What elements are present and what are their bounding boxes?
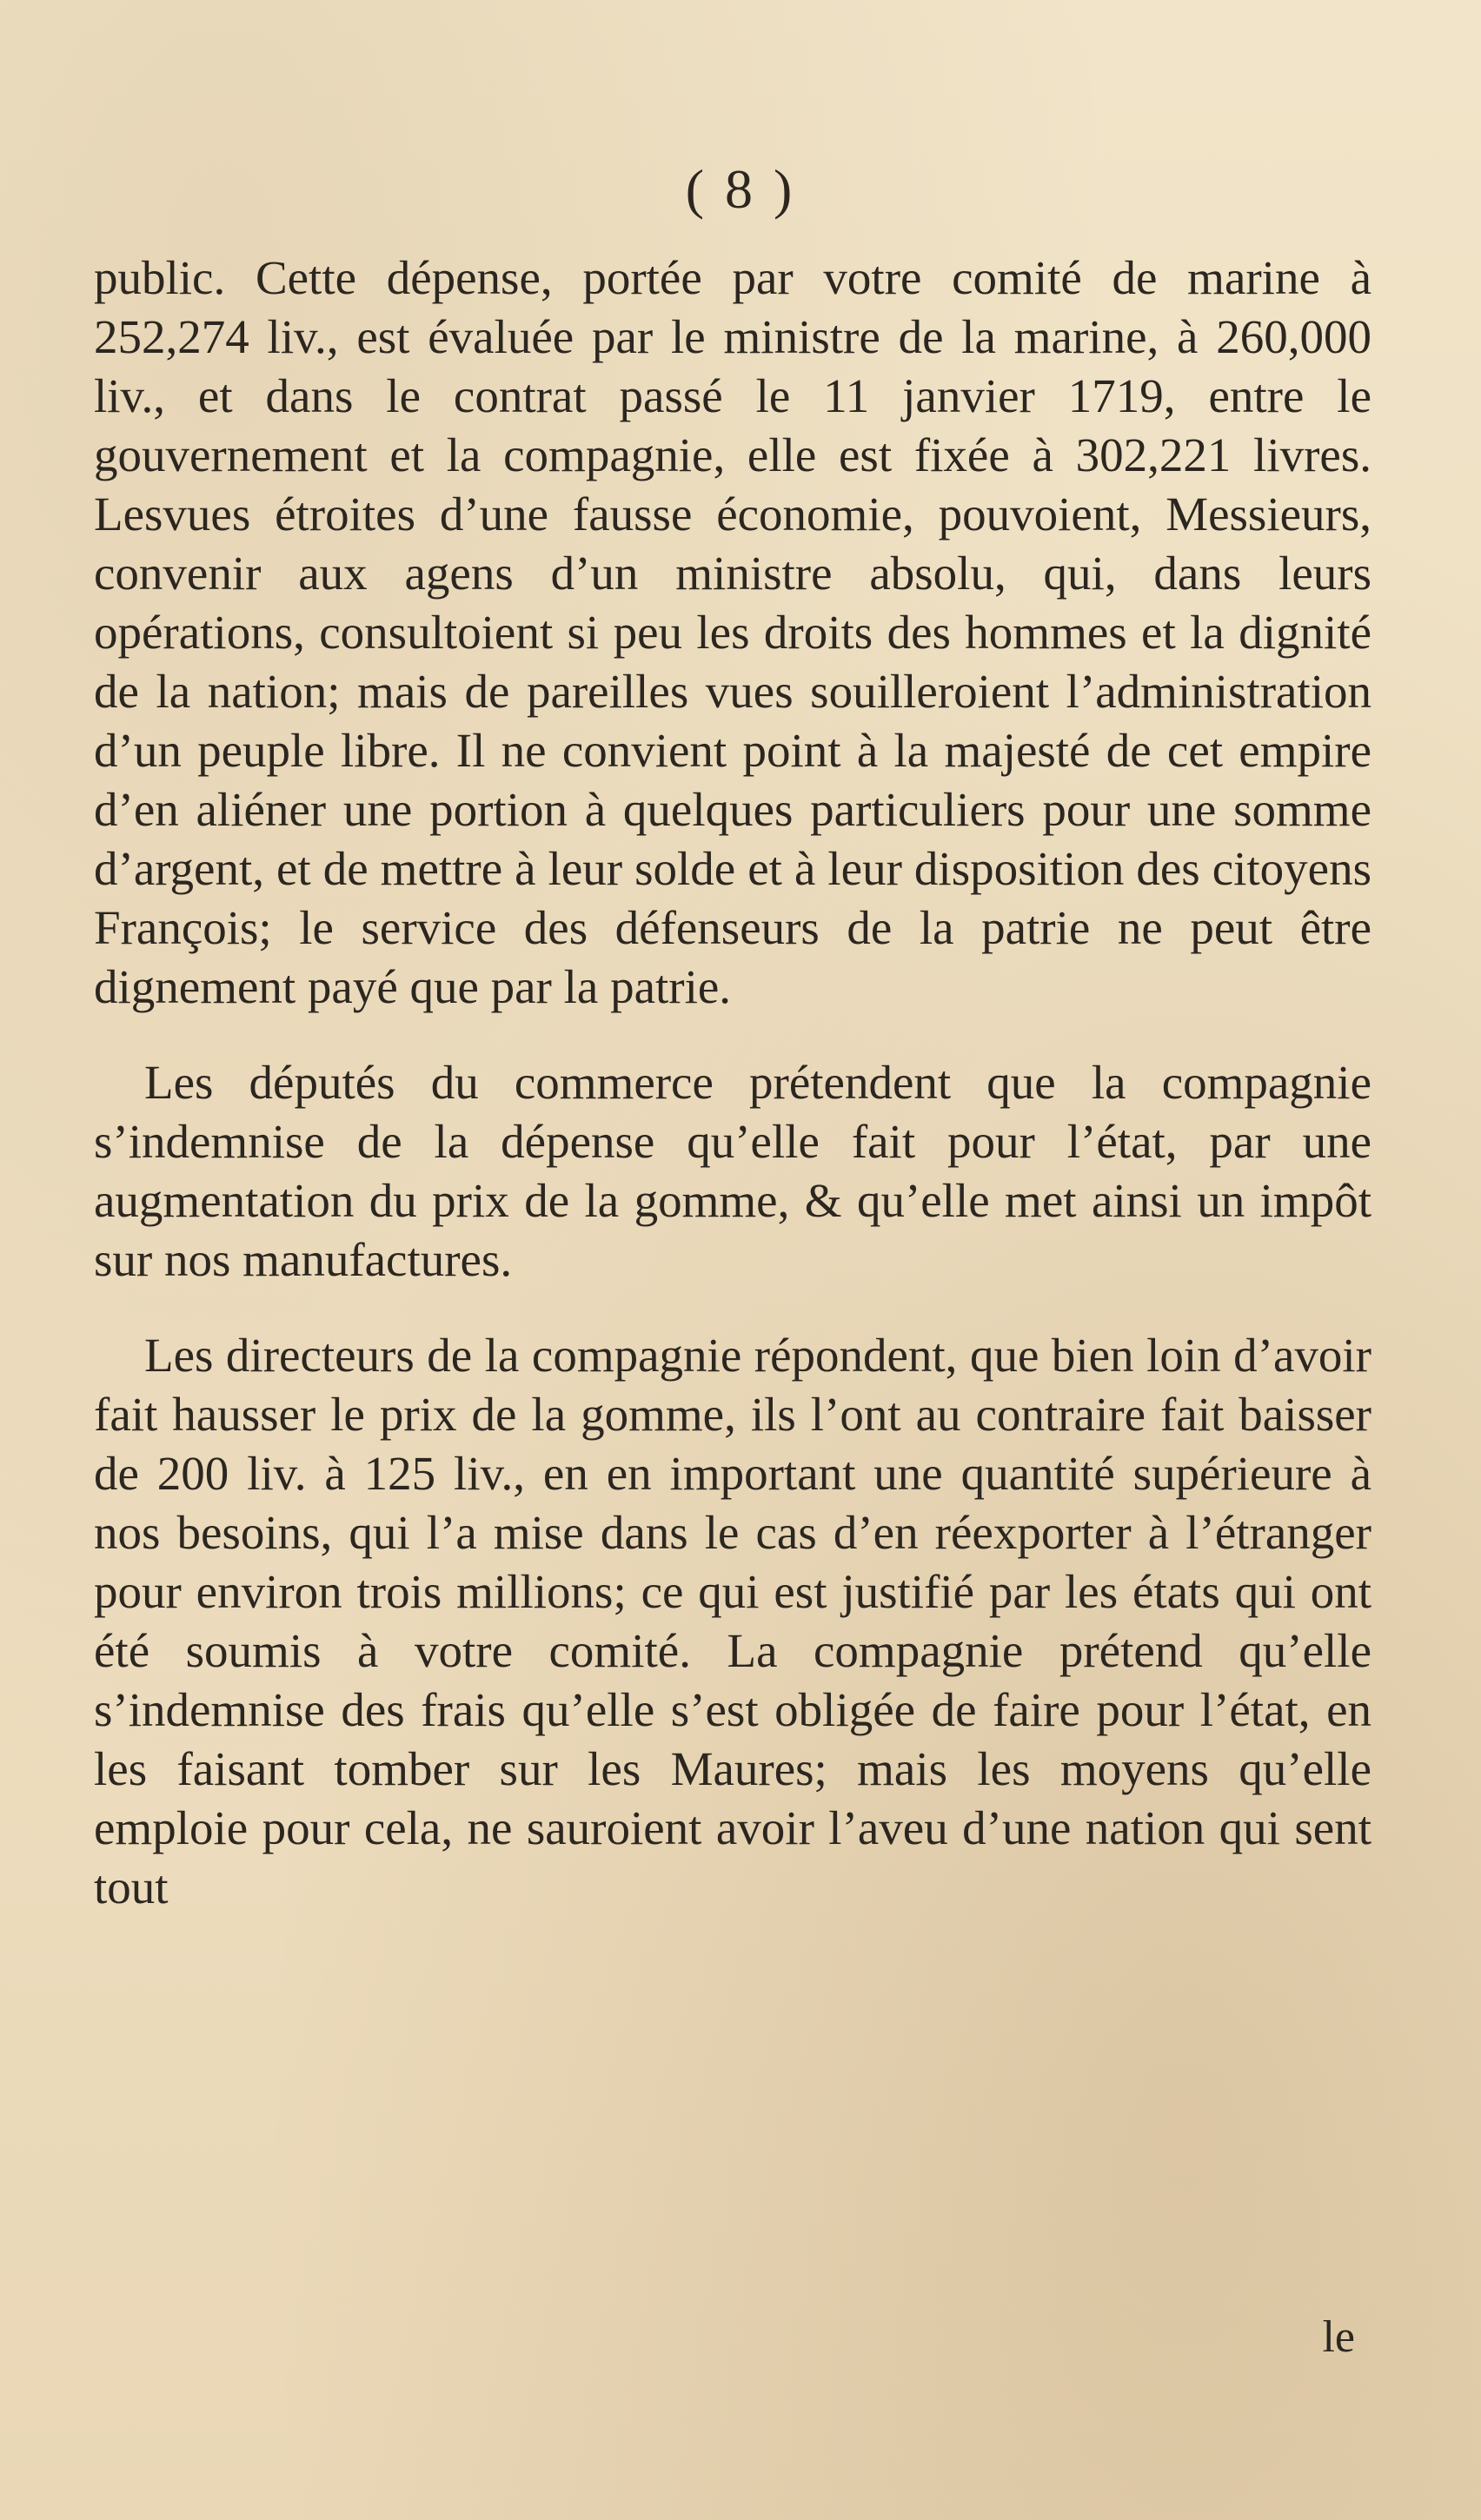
paragraph-3: Les directeurs de la compagnie répondent, que bien loin d’avoir fait hausser le prix de la gomme, ils l’ont au contraire fait baisser de 200 liv. à 125 liv., en en important une quantité supérieure à nos besoins, qui l’a mise dans le cas d’en réexporter à l’étranger pour environ trois millions; ce qui est justifié par les états qui ont été soumis à votre comité. La compagnie prétend qu’elle s’indemnise des frais qu’elle s’est obligée de faire pour l’état, en les faisant tomber sur les Maures; mais les moyens qu’elle emploie pour cela, ne sauroient avoir l’aveu d’une nation qui sent tout: [94, 1329, 1371, 1913]
paragraph-2: Les députés du commerce prétendent que la compagnie s’indemnise de la dépense qu’elle fait pour l’état, par une augmentation du prix de la gomme, & qu’elle met ainsi un impôt sur nos manufactures.: [94, 1056, 1371, 1286]
paragraph-1: public. Cette dépense, portée par votre comité de marine à 252,274 liv., est évaluée par le ministre de la marine, à 260,000 liv., et dans le contrat passé le 11 janvier 1719, entre le gouvernement et la compagnie, elle est fixée à 302,221 livres. Lesvues étroites d’une fausse économie, pouvoient, Messieurs, convenir aux agens d’un ministre absolu, qui, dans leurs opérations, consultoient si peu les droits des hommes et la dignité de la nation; mais de pareilles vues souilleroient l’administration d’un peuple libre. Il ne convient point à la majesté de cet empire d’en aliéner une portion à quelques particuliers pour une somme d’argent, et de mettre à leur solde et à leur disposition des citoyens François; le service des défenseurs de la patrie ne peut être dignement payé que par la patrie.: [94, 251, 1371, 1013]
catchword: le: [1322, 2312, 1355, 2362]
page-number: ( 8 ): [685, 158, 796, 220]
body-text: [94, 249, 1371, 1917]
